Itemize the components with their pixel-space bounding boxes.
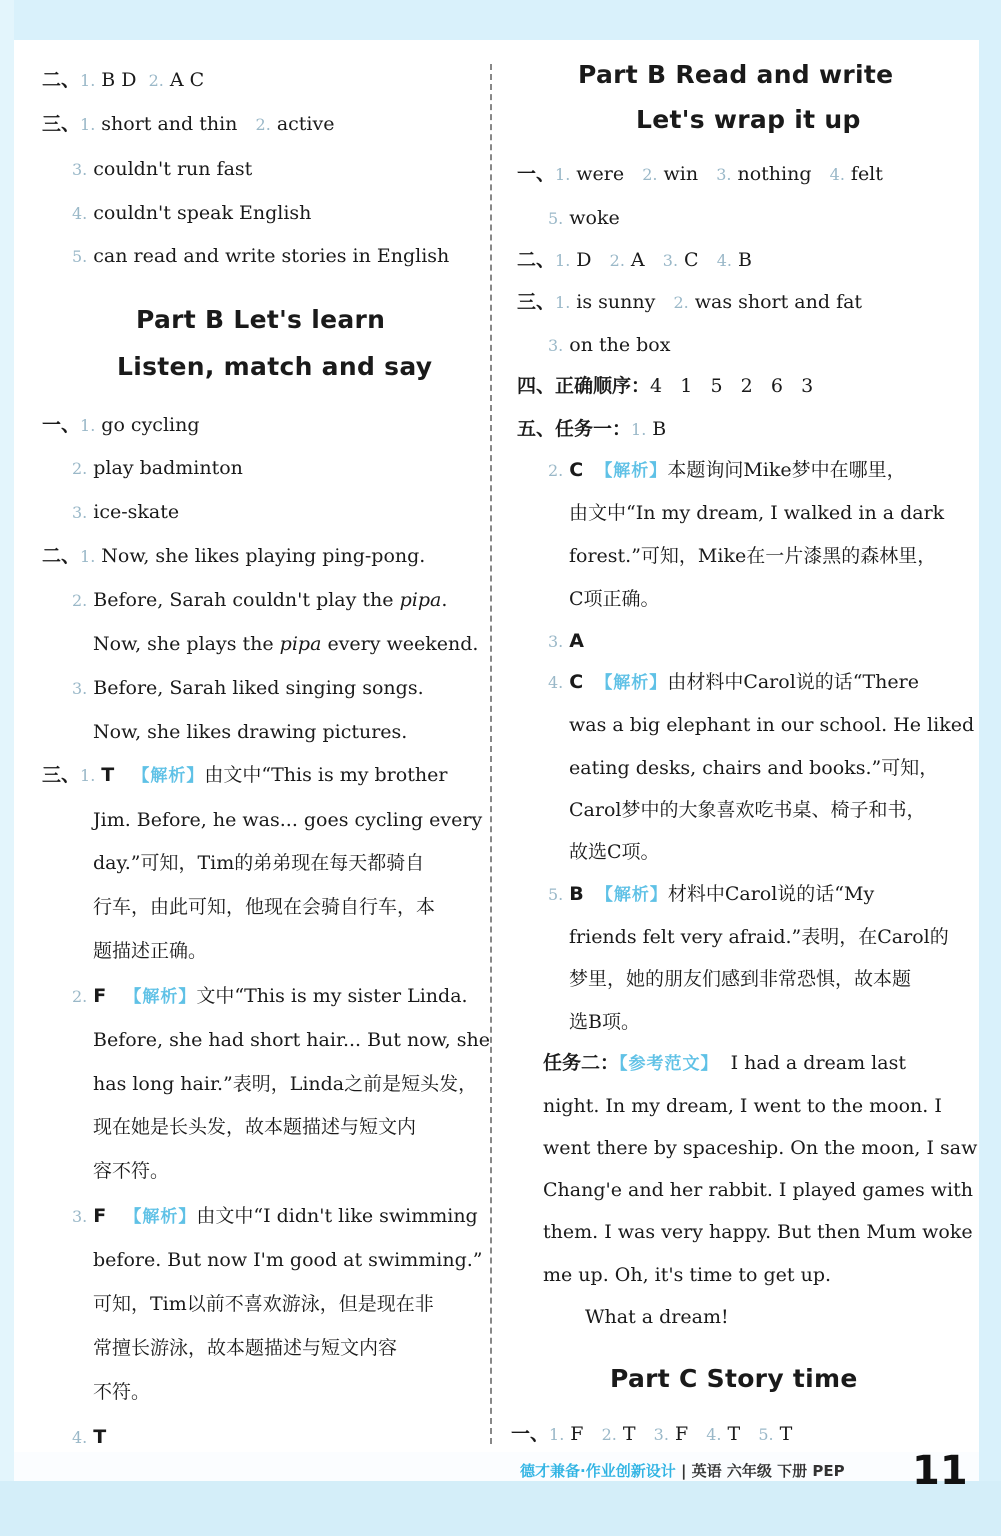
answer-text: Now, she plays the bbox=[93, 633, 280, 655]
task-label: 任务二： bbox=[543, 1052, 620, 1074]
explanation-text: 由文中“In my dream, I walked in a dark bbox=[569, 502, 945, 524]
explanation-text: Before, she had short hair... But now, she bbox=[93, 1029, 490, 1051]
essay-line bbox=[543, 1177, 973, 1203]
answer-line bbox=[517, 416, 666, 443]
answer-letter: A bbox=[569, 630, 584, 652]
answer-text: nothing bbox=[737, 163, 812, 185]
answer-text: A C bbox=[169, 69, 205, 91]
answer-line bbox=[72, 983, 468, 1010]
left-border bbox=[0, 0, 14, 1536]
reference-essay-tag: 【参考范文】 bbox=[619, 1054, 719, 1074]
explanation-text: eating desks, chairs and books.”可知， bbox=[569, 757, 939, 779]
answer-letter: F bbox=[674, 1423, 689, 1445]
answer-line bbox=[548, 205, 620, 232]
explanation-line bbox=[93, 938, 207, 964]
explanation-line bbox=[93, 850, 424, 876]
explanation-text: Jim. Before, he was... goes cycling every bbox=[93, 809, 483, 831]
answer-line bbox=[511, 1421, 792, 1448]
answer-line bbox=[42, 67, 204, 94]
task-label: 任务一： bbox=[555, 418, 632, 440]
top-border bbox=[0, 0, 1001, 40]
essay-text: went there by spaceship. On the moon, I saw bbox=[543, 1137, 978, 1159]
answer-line bbox=[42, 543, 425, 570]
answer-text: couldn't run fast bbox=[93, 158, 253, 180]
essay-line bbox=[543, 1093, 942, 1119]
explanation-text: friends felt very afraid.”表明，在Carol的 bbox=[569, 926, 949, 948]
explanation-line bbox=[569, 586, 660, 612]
explanation-text: before. But now I'm good at swimming.” bbox=[93, 1249, 483, 1271]
explanation-line bbox=[569, 1009, 640, 1035]
explanation-line bbox=[569, 924, 949, 950]
explanation-text: day.”可知，Tim的弟弟现在每天都骑自 bbox=[93, 852, 425, 874]
section-heading: Part C Story time bbox=[610, 1364, 858, 1393]
essay-text: me up. Oh, it's time to get up. bbox=[543, 1264, 832, 1286]
item-number: 3. bbox=[653, 1425, 669, 1444]
item-number: 4. bbox=[548, 673, 564, 692]
analysis-tag: 【解析】 bbox=[595, 885, 668, 905]
answer-text: couldn't speak English bbox=[93, 202, 312, 224]
section-mark: 四、 bbox=[517, 375, 556, 397]
explanation-text: 容不符。 bbox=[93, 1160, 170, 1182]
item-number: 5. bbox=[548, 209, 564, 228]
answer-letter: F bbox=[570, 1423, 584, 1445]
item-number: 1. bbox=[549, 1425, 565, 1444]
section-mark: 三、 bbox=[42, 764, 81, 786]
analysis-tag: 【解析】 bbox=[124, 987, 197, 1007]
answer-letter: C bbox=[569, 459, 584, 481]
item-number: 5. bbox=[758, 1425, 774, 1444]
answer-text: B bbox=[737, 249, 752, 271]
answer-text: Now, she likes drawing pictures. bbox=[93, 721, 408, 743]
explanation-text: 由材料中Carol说的话“There bbox=[667, 671, 919, 693]
item-number: 4. bbox=[72, 1428, 88, 1447]
explanation-text: 选B项。 bbox=[569, 1011, 640, 1033]
item-number: 2. bbox=[609, 251, 625, 270]
answer-text: woke bbox=[569, 207, 620, 229]
item-number: 4. bbox=[706, 1425, 722, 1444]
explanation-line bbox=[569, 966, 911, 992]
answer-text: is sunny bbox=[576, 291, 656, 313]
item-number: 2. bbox=[72, 591, 88, 610]
item-number: 4. bbox=[72, 204, 88, 223]
answer-line bbox=[72, 156, 252, 183]
right-border bbox=[979, 0, 1001, 1536]
answer-text: go cycling bbox=[101, 414, 200, 436]
explanation-line bbox=[569, 755, 938, 781]
answer-text: win bbox=[663, 163, 699, 185]
answer-letter: B bbox=[652, 418, 667, 440]
item-number: 1. bbox=[80, 115, 96, 134]
item-number: 1. bbox=[80, 416, 96, 435]
section-mark: 二、 bbox=[42, 69, 81, 91]
answer-text: . bbox=[441, 589, 448, 611]
order-label: 正确顺序： bbox=[555, 375, 651, 397]
item-number: 2. bbox=[548, 461, 564, 480]
explanation-text: 不符。 bbox=[93, 1381, 151, 1403]
analysis-tag: 【解析】 bbox=[595, 673, 668, 693]
item-number: 1. bbox=[80, 71, 96, 90]
answer-line bbox=[42, 762, 447, 789]
item-number: 3. bbox=[548, 632, 564, 651]
item-number: 3. bbox=[72, 1207, 88, 1226]
explanation-line bbox=[93, 807, 482, 833]
bottom-border bbox=[0, 1481, 1001, 1536]
answer-line bbox=[517, 289, 862, 316]
item-number: 2. bbox=[72, 459, 88, 478]
answer-letter: T bbox=[93, 1426, 107, 1448]
item-number: 3. bbox=[662, 251, 679, 270]
explanation-line bbox=[93, 1335, 397, 1361]
explanation-text: 梦里，她的朋友们感到非常恐惧，故本题 bbox=[569, 968, 912, 990]
answer-line bbox=[72, 455, 243, 482]
item-number: 2. bbox=[642, 165, 658, 184]
explanation-line bbox=[569, 543, 936, 569]
item-number: 1. bbox=[631, 420, 647, 439]
item-number: 2. bbox=[255, 115, 271, 134]
explanation-text: C项正确。 bbox=[569, 588, 660, 610]
footer-term: 下册 bbox=[777, 1462, 808, 1480]
explanation-text: 可知，Tim以前不喜欢游泳，但是现在非 bbox=[93, 1293, 434, 1315]
answer-line bbox=[93, 719, 407, 745]
answer-line bbox=[72, 1424, 106, 1451]
item-number: 5. bbox=[548, 885, 564, 904]
item-number: 3. bbox=[548, 336, 564, 355]
explanation-text: 由文中“This is my brother bbox=[204, 764, 448, 786]
answer-text: on the box bbox=[569, 334, 671, 356]
explanation-line bbox=[569, 712, 974, 738]
answer-line bbox=[517, 161, 883, 188]
answer-text: C bbox=[684, 249, 699, 271]
section-mark: 二、 bbox=[517, 249, 556, 271]
section-mark: 一、 bbox=[42, 414, 81, 436]
section-mark: 三、 bbox=[517, 291, 556, 313]
answer-text: ice-skate bbox=[93, 501, 180, 523]
explanation-text: 由文中“I didn't like swimming bbox=[196, 1205, 478, 1227]
explanation-text: 题描述正确。 bbox=[93, 940, 208, 962]
item-number: 4. bbox=[716, 251, 732, 270]
analysis-tag: 【解析】 bbox=[132, 766, 205, 786]
item-number: 1. bbox=[80, 547, 96, 566]
answer-text: felt bbox=[850, 163, 883, 185]
item-number: 1. bbox=[555, 293, 571, 312]
answer-line bbox=[548, 628, 584, 655]
item-number: 3. bbox=[716, 165, 732, 184]
explanation-text: 行车，由此可知，他现在会骑自行车，本 bbox=[93, 896, 436, 918]
answer-letter: T bbox=[101, 764, 115, 786]
item-number: 2. bbox=[673, 293, 689, 312]
answer-letter: F bbox=[93, 1205, 107, 1227]
explanation-text: forest.”可知，Mike在一片漆黑的森林里， bbox=[569, 545, 937, 567]
answer-letter: T bbox=[779, 1423, 793, 1445]
essay-line bbox=[585, 1304, 729, 1330]
answer-text: short and thin bbox=[101, 113, 238, 135]
explanation-text: 文中“This is my sister Linda. bbox=[196, 985, 468, 1007]
answer-line bbox=[548, 881, 874, 908]
explanation-line bbox=[569, 500, 944, 526]
item-number: 2. bbox=[148, 71, 164, 90]
answer-letter: T bbox=[622, 1423, 636, 1445]
answer-letter: B bbox=[569, 883, 584, 905]
answer-text: Now, she likes playing ping-pong. bbox=[101, 545, 426, 567]
essay-line bbox=[543, 1135, 977, 1161]
answer-line bbox=[548, 669, 919, 696]
answer-line bbox=[72, 200, 311, 227]
answer-text: A bbox=[630, 249, 645, 271]
section-mark: 五、 bbox=[517, 418, 556, 440]
explanation-line bbox=[569, 797, 925, 823]
book-brand: 德才兼备·作业创新设计 bbox=[520, 1462, 676, 1480]
essay-line bbox=[543, 1219, 973, 1245]
answer-line bbox=[517, 373, 813, 399]
essay-text: What a dream! bbox=[585, 1306, 729, 1328]
explanation-line bbox=[93, 1379, 150, 1405]
explanation-line bbox=[93, 1247, 483, 1273]
explanation-text: 故选C项。 bbox=[569, 841, 660, 863]
section-heading: Part B Let's learn bbox=[136, 305, 386, 334]
page-footer bbox=[520, 1460, 845, 1481]
footer-edition: PEP bbox=[812, 1462, 845, 1480]
explanation-text: 本题询问Mike梦中在哪里， bbox=[667, 459, 906, 481]
answer-text: play badminton bbox=[93, 457, 243, 479]
explanation-text: 常擅长游泳，故本题描述与短文内容 bbox=[93, 1337, 398, 1359]
item-number: 2. bbox=[72, 987, 88, 1006]
section-mark: 一、 bbox=[517, 163, 556, 185]
explanation-line bbox=[93, 1071, 477, 1097]
answer-text: can read and write stories in English bbox=[93, 245, 450, 267]
answer-line bbox=[548, 332, 670, 359]
explanation-text: 现在她是长头发，故本题描述与短文内 bbox=[93, 1116, 417, 1138]
answer-letter: T bbox=[727, 1423, 741, 1445]
essay-text: them. I was very happy. But then Mum woke bbox=[543, 1221, 973, 1243]
answer-line bbox=[548, 457, 906, 484]
answer-text: every weekend. bbox=[321, 633, 479, 655]
item-number: 5. bbox=[72, 247, 88, 266]
analysis-tag: 【解析】 bbox=[595, 461, 668, 481]
answer-text: Before, Sarah liked singing songs. bbox=[93, 677, 424, 699]
explanation-text: has long hair.”表明，Linda之前是短头发， bbox=[93, 1073, 478, 1095]
analysis-tag: 【解析】 bbox=[124, 1207, 197, 1227]
column-divider bbox=[490, 64, 492, 1444]
answer-text: active bbox=[276, 113, 335, 135]
section-heading: Part B Read and write bbox=[578, 60, 894, 89]
essay-text: night. In my dream, I went to the moon. I bbox=[543, 1095, 942, 1117]
explanation-line bbox=[93, 894, 435, 920]
answer-text: 4 1 5 2 6 3 bbox=[650, 375, 814, 397]
answer-letter: F bbox=[93, 985, 107, 1007]
explanation-text: 材料中Carol说的话“My bbox=[667, 883, 875, 905]
explanation-line bbox=[93, 1158, 169, 1184]
item-number: 4. bbox=[829, 165, 845, 184]
answer-line bbox=[93, 631, 478, 657]
explanation-line bbox=[93, 1291, 434, 1317]
answer-text: Before, Sarah couldn't play the bbox=[93, 589, 400, 611]
answer-letter: C bbox=[569, 671, 584, 693]
explanation-line bbox=[93, 1114, 416, 1140]
essay-text: I had a dream last bbox=[730, 1052, 906, 1074]
answer-text: was short and fat bbox=[694, 291, 863, 313]
italic-word: pipa bbox=[399, 589, 442, 611]
answer-line bbox=[72, 587, 447, 614]
answer-line bbox=[42, 111, 334, 138]
item-number: 1. bbox=[555, 165, 571, 184]
item-number: 3. bbox=[72, 503, 88, 522]
answer-line bbox=[517, 247, 752, 274]
item-number: 3. bbox=[72, 679, 88, 698]
section-mark: 一、 bbox=[511, 1423, 550, 1445]
footer-grade: 六年级 bbox=[726, 1462, 772, 1480]
footer-subject: 英语 bbox=[691, 1462, 722, 1480]
explanation-line bbox=[93, 1027, 490, 1053]
essay-text: Chang'e and her rabbit. I played games with bbox=[543, 1179, 973, 1201]
item-number: 2. bbox=[601, 1425, 617, 1444]
section-subheading: Let's wrap it up bbox=[636, 105, 861, 134]
item-number: 1. bbox=[80, 766, 96, 785]
essay-line bbox=[543, 1262, 831, 1288]
section-subheading: Listen, match and say bbox=[117, 352, 433, 381]
item-number: 1. bbox=[555, 251, 571, 270]
explanation-line bbox=[569, 839, 660, 865]
answer-line bbox=[42, 412, 200, 439]
answer-text: D bbox=[576, 249, 592, 271]
answer-line bbox=[72, 499, 179, 526]
answer-line bbox=[72, 243, 449, 270]
essay-line bbox=[543, 1050, 906, 1077]
footer-separator: | bbox=[680, 1462, 687, 1480]
explanation-text: Carol梦中的大象喜欢吃书桌、椅子和书， bbox=[569, 799, 926, 821]
section-mark: 三、 bbox=[42, 113, 81, 135]
page-number: 11 bbox=[912, 1448, 968, 1494]
item-number: 3. bbox=[72, 160, 88, 179]
answer-line bbox=[72, 675, 424, 702]
explanation-text: was a big elephant in our school. He liked bbox=[569, 714, 975, 736]
answer-text: were bbox=[576, 163, 625, 185]
answer-line bbox=[72, 1203, 478, 1230]
answer-text: B D bbox=[101, 69, 137, 91]
section-mark: 二、 bbox=[42, 545, 81, 567]
italic-word: pipa bbox=[279, 633, 322, 655]
